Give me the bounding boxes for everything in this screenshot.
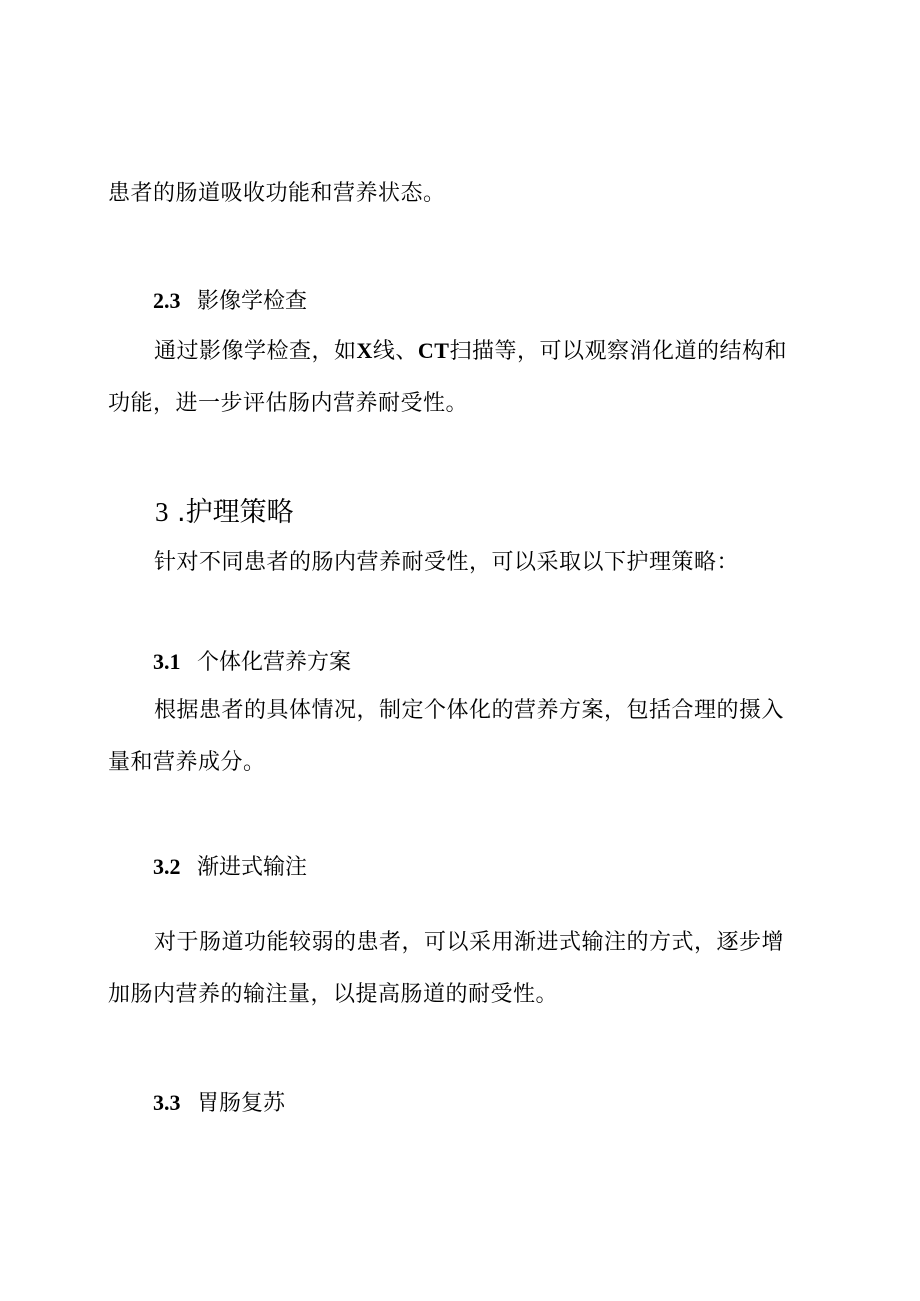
text-run: 线、 — [372, 339, 418, 364]
section-number: 3 — [155, 497, 169, 527]
section-number: 3.1 — [153, 649, 181, 674]
paragraph-individualized-plan — [108, 685, 784, 789]
text-run-ct: CT — [417, 338, 450, 363]
paragraph-text: 针对不同患者的肠内营养耐受性，可以采取以下护理策略： — [154, 550, 740, 575]
section-heading-3-3 — [153, 1088, 285, 1119]
paragraph-imaging — [108, 325, 787, 430]
text-run-x: X — [356, 338, 373, 363]
paragraph-line-2: 量和营养成分。 — [108, 750, 266, 775]
paragraph-strategy-intro — [154, 537, 739, 589]
section-heading-3-2 — [153, 852, 307, 883]
section-number: 3.3 — [153, 1090, 181, 1115]
section-title: 渐进式输注 — [197, 855, 308, 880]
paragraph-line-1 — [108, 325, 787, 378]
section-number: 3.2 — [153, 854, 181, 879]
text-run: 扫描等，可以观察消化道的结构和 — [449, 339, 787, 364]
section-heading-3 — [155, 494, 294, 531]
paragraph-line-2: 功能，进一步评估肠内营养耐受性。 — [108, 391, 469, 416]
section-title: 胃肠复苏 — [197, 1091, 286, 1116]
paragraph-gradual-infusion — [108, 917, 784, 1021]
section-heading-3-1 — [153, 647, 351, 678]
paragraph-line-1: 对于肠道功能较弱的患者，可以采用渐进式输注的方式，逐步增 — [154, 930, 785, 955]
paragraph-line-1: 根据患者的具体情况，制定个体化的营养方案，包括合理的摄入 — [154, 698, 785, 723]
paragraph-text: 患者的肠道吸收功能和营养状态。 — [108, 181, 446, 206]
paragraph-continuation — [108, 168, 446, 220]
section-number: 2.3 — [153, 288, 181, 313]
text-run: 通过影像学检查，如 — [154, 339, 357, 364]
section-heading-2-3 — [153, 286, 307, 317]
section-title: 影像学检查 — [197, 289, 308, 314]
section-title: 个体化营养方案 — [197, 650, 352, 675]
paragraph-line-2: 加肠内营养的输注量，以提高肠道的耐受性。 — [108, 982, 559, 1007]
section-title: .护理策略 — [177, 497, 294, 528]
